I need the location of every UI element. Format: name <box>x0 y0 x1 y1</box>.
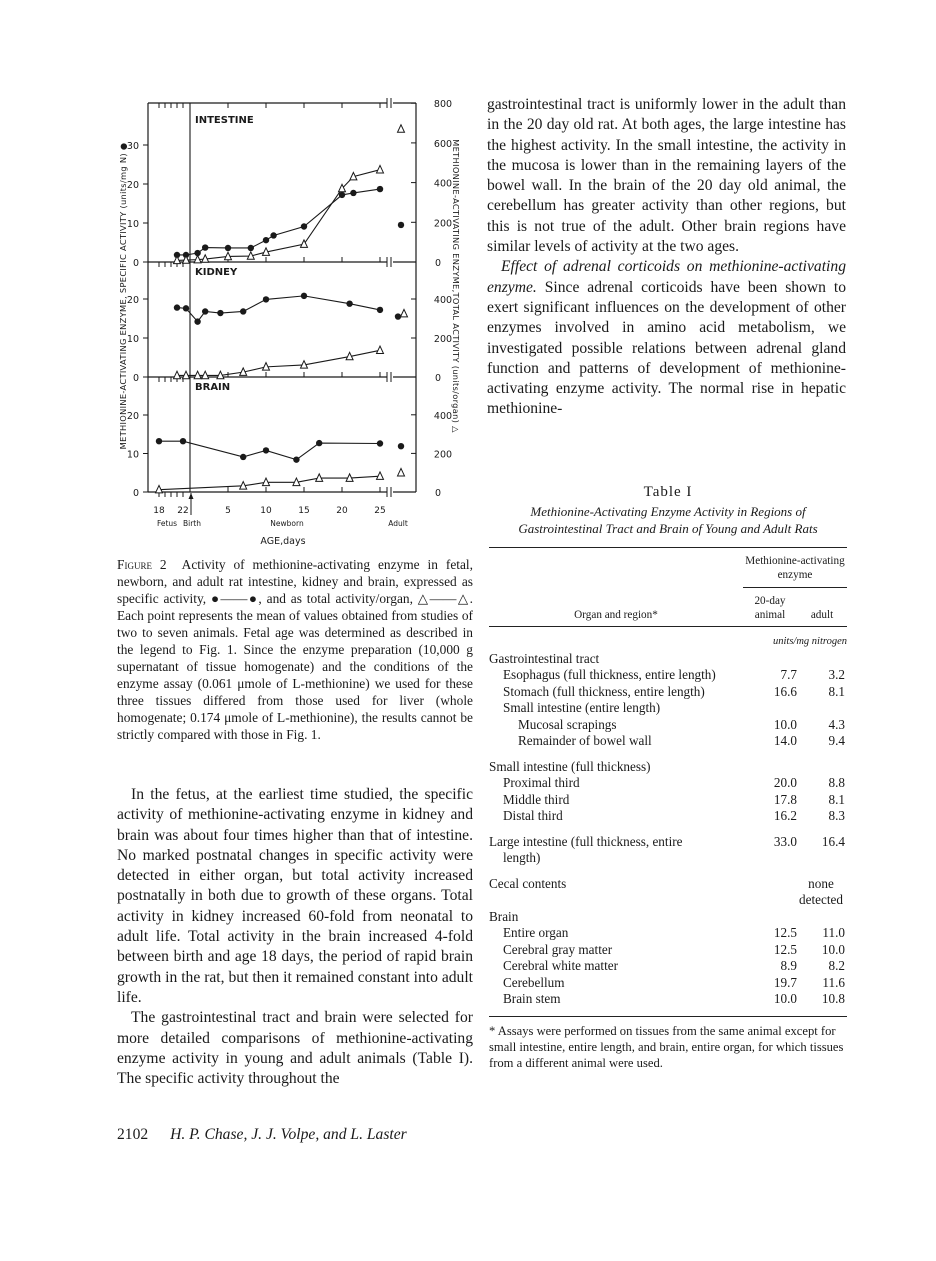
x-group-label-adult: Adult <box>388 519 408 528</box>
value-adult <box>797 700 847 717</box>
right-tick-label: 0 <box>434 488 442 499</box>
row-label: Cecal contents <box>489 875 567 891</box>
table-row <box>489 991 847 1008</box>
figure-2-chart <box>0 0 480 560</box>
units-label: units/mg nitrogen <box>773 636 847 647</box>
value-20day: 16.2 <box>773 808 797 823</box>
data-point-total <box>401 309 408 317</box>
row-label: Remainder of bowel wall <box>518 733 652 748</box>
row-label: Entire organ <box>503 925 569 940</box>
row-label: Mucosal scrapings <box>518 716 617 732</box>
data-point-specific <box>248 245 254 251</box>
table-row <box>489 651 847 668</box>
value-20day <box>743 750 797 776</box>
row-label: Cerebral white matter <box>503 958 618 973</box>
row-label: Brain <box>489 908 519 924</box>
value-adult: 8.1 <box>828 791 845 807</box>
data-point-specific <box>301 223 307 229</box>
table-label: Table I <box>643 484 693 500</box>
value-adult: 10.8 <box>821 991 845 1006</box>
body-text-left <box>117 785 473 1089</box>
table-row <box>489 750 847 776</box>
value-adult: none detected <box>799 875 843 907</box>
data-point-specific <box>377 307 383 313</box>
value-adult: 9.4 <box>828 733 845 748</box>
table-row <box>489 808 847 825</box>
figure-caption <box>117 556 473 743</box>
table-row <box>489 684 847 701</box>
value-20day: 8.9 <box>780 958 797 973</box>
paragraph-text: Since adrenal corticoids have been shown to exert significant influences on the development of other enzymes involved in amino acid metabolism, we investigated possible relations between adrenal gland function and patterns of development of methionine-activating enzyme activity. The normal rise in hepatic methionine- <box>487 278 846 418</box>
data-point-specific <box>377 440 383 446</box>
table-row <box>489 958 847 975</box>
data-point-specific <box>316 440 322 446</box>
value-adult: 8.8 <box>828 775 845 790</box>
table-row <box>489 700 847 717</box>
x-tick-label: 15 <box>298 506 310 516</box>
data-point-specific <box>174 304 180 310</box>
birth-arrow-head <box>189 493 194 499</box>
data-point-total <box>398 125 405 133</box>
right-tick-label: 200 <box>433 449 453 461</box>
value-20day: 20.0 <box>773 775 797 790</box>
value-20day: 12.5 <box>773 941 797 957</box>
running-authors: H. P. Chase, J. J. Volpe, and L. Laster <box>170 1126 407 1143</box>
value-adult: 11.6 <box>822 974 845 990</box>
table-row <box>489 925 847 942</box>
right-tick-label: 200 <box>433 218 453 230</box>
right-tick-label: 200 <box>433 334 453 345</box>
value-20day: 17.8 <box>773 791 797 807</box>
series-line-total <box>159 476 380 490</box>
left-tick-label: 0 <box>132 373 139 384</box>
table-title: Methionine-Activating Enzyme Activity in Regions of Gastrointestinal Tract and Brain of Young and Adult Rats <box>518 504 818 536</box>
right-tick-label: 400 <box>433 295 453 306</box>
section-heading: Effect of adrenal corticoids on methionine-activating enzyme. <box>487 258 846 296</box>
row-label: Proximal third <box>503 775 580 790</box>
data-point-specific <box>217 310 223 316</box>
row-label: Cerebral gray matter <box>503 941 613 957</box>
right-tick-label: 600 <box>433 138 453 150</box>
value-20day: 14.0 <box>773 733 797 748</box>
value-20day <box>743 867 797 909</box>
data-point-total <box>377 165 384 173</box>
data-point-specific <box>202 244 208 250</box>
series-line-specific <box>177 189 380 255</box>
data-point-total <box>377 472 384 480</box>
value-adult: 8.3 <box>828 808 845 823</box>
value-adult: 16.4 <box>821 833 845 849</box>
table-bottom-rule <box>489 1016 847 1017</box>
row-label: Gastrointestinal tract <box>489 650 600 666</box>
row-label: Esophagus (full thickness, entire length) <box>503 667 716 682</box>
table-row <box>489 942 847 959</box>
value-adult <box>797 909 847 926</box>
y-axis-title-left: METHIONINE-ACTIVATING ENZYME, SPECIFIC ACTIVITY (units/mg N) ● <box>118 142 128 450</box>
table-row <box>489 667 847 684</box>
data-point-specific <box>350 190 356 196</box>
x-tick-label: 18 <box>153 506 165 516</box>
data-point-specific <box>301 293 307 299</box>
value-20day: 19.7 <box>773 974 797 990</box>
data-point-specific <box>183 305 189 311</box>
data-point-total <box>398 468 405 476</box>
right-tick-label: 400 <box>433 178 453 190</box>
left-tick-label: 10 <box>126 219 139 230</box>
x-group-label-birth: Birth <box>182 519 202 528</box>
value-20day: 33.0 <box>773 833 797 849</box>
caption-label: Figure 2 <box>117 557 167 572</box>
x-tick-label: 10 <box>260 506 272 516</box>
left-tick-label: 10 <box>126 334 139 345</box>
right-tick-label: 0 <box>434 373 442 384</box>
row-label: Stomach (full thickness, entire length) <box>503 683 705 699</box>
value-adult: 8.1 <box>828 683 845 699</box>
column-header-stub: Organ and region* <box>574 609 658 621</box>
row-label: Distal third <box>503 808 563 823</box>
paragraph <box>487 257 846 419</box>
left-tick-label: 20 <box>126 411 139 422</box>
value-adult <box>797 651 847 668</box>
x-tick-label: 20 <box>336 506 348 516</box>
panel-label-brain: BRAIN <box>195 382 231 393</box>
data-point-specific <box>263 447 269 453</box>
right-tick-label: 800 <box>433 99 453 111</box>
table-row <box>489 975 847 992</box>
x-axis-title: AGE,days <box>260 536 306 547</box>
data-point-total <box>377 346 384 354</box>
data-point-specific <box>263 237 269 243</box>
column-header-adult: adult <box>810 609 834 621</box>
row-label: Small intestine (full thickness) <box>489 758 651 774</box>
figure-2 <box>0 0 480 560</box>
table-row <box>489 775 847 792</box>
row-label: Large intestine (full thickness, entire length) <box>489 833 683 865</box>
left-tick-label: 30 <box>126 141 139 152</box>
left-tick-label: 20 <box>126 180 139 191</box>
data-point-specific <box>180 438 186 444</box>
panel-label-kidney: KIDNEY <box>195 267 238 278</box>
data-point-specific <box>202 308 208 314</box>
table-row <box>489 792 847 809</box>
data-point-specific <box>398 222 404 228</box>
value-20day: 10.0 <box>773 991 797 1006</box>
value-20day <box>743 700 797 717</box>
paragraph: The gastrointestinal tract and brain were selected for more detailed comparisons of methionine-activating enzyme activity in young and adult animals (Table I). The specific activity throughout the <box>117 1009 473 1088</box>
column-group-header: Methionine-activating enzyme <box>743 548 847 588</box>
right-tick-label: 400 <box>433 410 453 422</box>
data-point-specific <box>194 318 200 324</box>
left-tick-label: 0 <box>132 258 139 269</box>
table-body <box>489 548 847 1008</box>
data-point-specific <box>398 443 404 449</box>
table-row <box>489 909 847 926</box>
value-20day: 7.7 <box>780 667 797 682</box>
paragraph: gastrointestinal tract is uniformly lower in the adult than in the 20 day old rat. At both ages, the large intestine has the highest activity. In the small intestine, the activity in the mucosa is lower than in the remaining layers of the bowel wall. In the brain of the 20 day old animal, the cerebellum has greater activity than other regions, but this is not true of the adult. Other brain regions have similar levels of activity at the two ages. <box>487 96 846 256</box>
y-axis-title-right: METHIONINE-ACTIVATING ENZYME,TOTAL ACTIVITY (units/organ) △ <box>451 139 461 433</box>
row-label: Middle third <box>503 791 570 807</box>
value-adult <box>797 750 847 776</box>
data-point-specific <box>240 454 246 460</box>
table-row <box>489 825 847 867</box>
series-line-specific <box>159 441 380 459</box>
panel-label-intestine: INTESTINE <box>195 115 254 126</box>
table-row <box>489 717 847 734</box>
data-point-specific <box>263 296 269 302</box>
data-point-specific <box>346 300 352 306</box>
table-1 <box>489 484 847 1071</box>
caption-text: Activity of methionine-activating enzyme in fetal, newborn, and adult rat intestine, kidney and brain, expressed as specific activity, ●——●, and as total activity/organ, △——△. Each point represents the mean of values obtained from studies of two to seven animals. Fetal age was determined as described in the legend to Fig. 1. Since the enzyme preparation (10,000 g supernatant of tissue homogenate) and the conditions of the enzyme assay (0.061 μmole of L-methionine) we used for these three tissues differed from those used for liver (whole homogenate; 0.174 μmole of L-methionine), the results cannot be strictly compared with those in Fig. 1. <box>117 557 473 742</box>
right-tick-label: 0 <box>434 258 442 269</box>
value-adult: 8.2 <box>828 958 845 973</box>
left-tick-label: 20 <box>126 295 139 306</box>
row-label: Cerebellum <box>503 974 565 990</box>
data-point-specific <box>225 245 231 251</box>
series-line-specific <box>177 296 380 322</box>
row-label: Small intestine (entire length) <box>503 700 661 715</box>
x-tick-label: 5 <box>225 506 231 516</box>
data-point-specific <box>377 186 383 192</box>
page-number: 2102 <box>117 1126 149 1143</box>
value-20day <box>743 909 797 926</box>
row-label: Brain stem <box>503 991 561 1006</box>
value-adult: 11.0 <box>822 925 845 940</box>
table-footnote: * Assays were performed on tissues from the same animal except for small intestine, entire length, and brain, entire organ, for which tissues from a different animal were used. <box>489 1023 844 1070</box>
table-row <box>489 733 847 750</box>
data-point-specific <box>240 308 246 314</box>
value-adult: 3.2 <box>828 667 845 682</box>
value-20day <box>743 651 797 668</box>
table-row <box>489 867 847 909</box>
value-20day: 10.0 <box>773 716 797 732</box>
body-text-right <box>487 95 846 420</box>
column-header-20day: 20-day animal <box>754 595 786 621</box>
left-tick-label: 10 <box>126 449 139 461</box>
value-adult: 10.0 <box>821 941 845 957</box>
data-point-specific <box>293 456 299 462</box>
x-tick-label: 25 <box>374 506 386 516</box>
page-footer <box>117 1126 407 1144</box>
paragraph: In the fetus, at the earliest time studied, the specific activity of methionine-activating enzyme in kidney and brain was about four times higher than that of intestine. No marked postnatal changes in specific activity were detected in either organ, but total activity increased postnatally in both due to growth of these organs. Total activity in kidney increased 60-fold from neonatal to adult life. Total activity in the brain increased 4-fold between birth and age 18 days, the period of rapid brain growth in the rat, but then it remained constant into adult life. <box>117 786 473 1006</box>
x-tick-label: 22 <box>177 506 189 516</box>
x-group-label-fetus: Fetus <box>156 519 178 528</box>
value-20day: 16.6 <box>773 683 797 699</box>
value-20day: 12.5 <box>773 925 797 940</box>
x-group-label-newborn: Newborn <box>270 519 304 528</box>
data-point-specific <box>270 232 276 238</box>
left-tick-label: 0 <box>132 488 139 499</box>
value-adult: 4.3 <box>828 716 845 732</box>
data-point-specific <box>156 438 162 444</box>
